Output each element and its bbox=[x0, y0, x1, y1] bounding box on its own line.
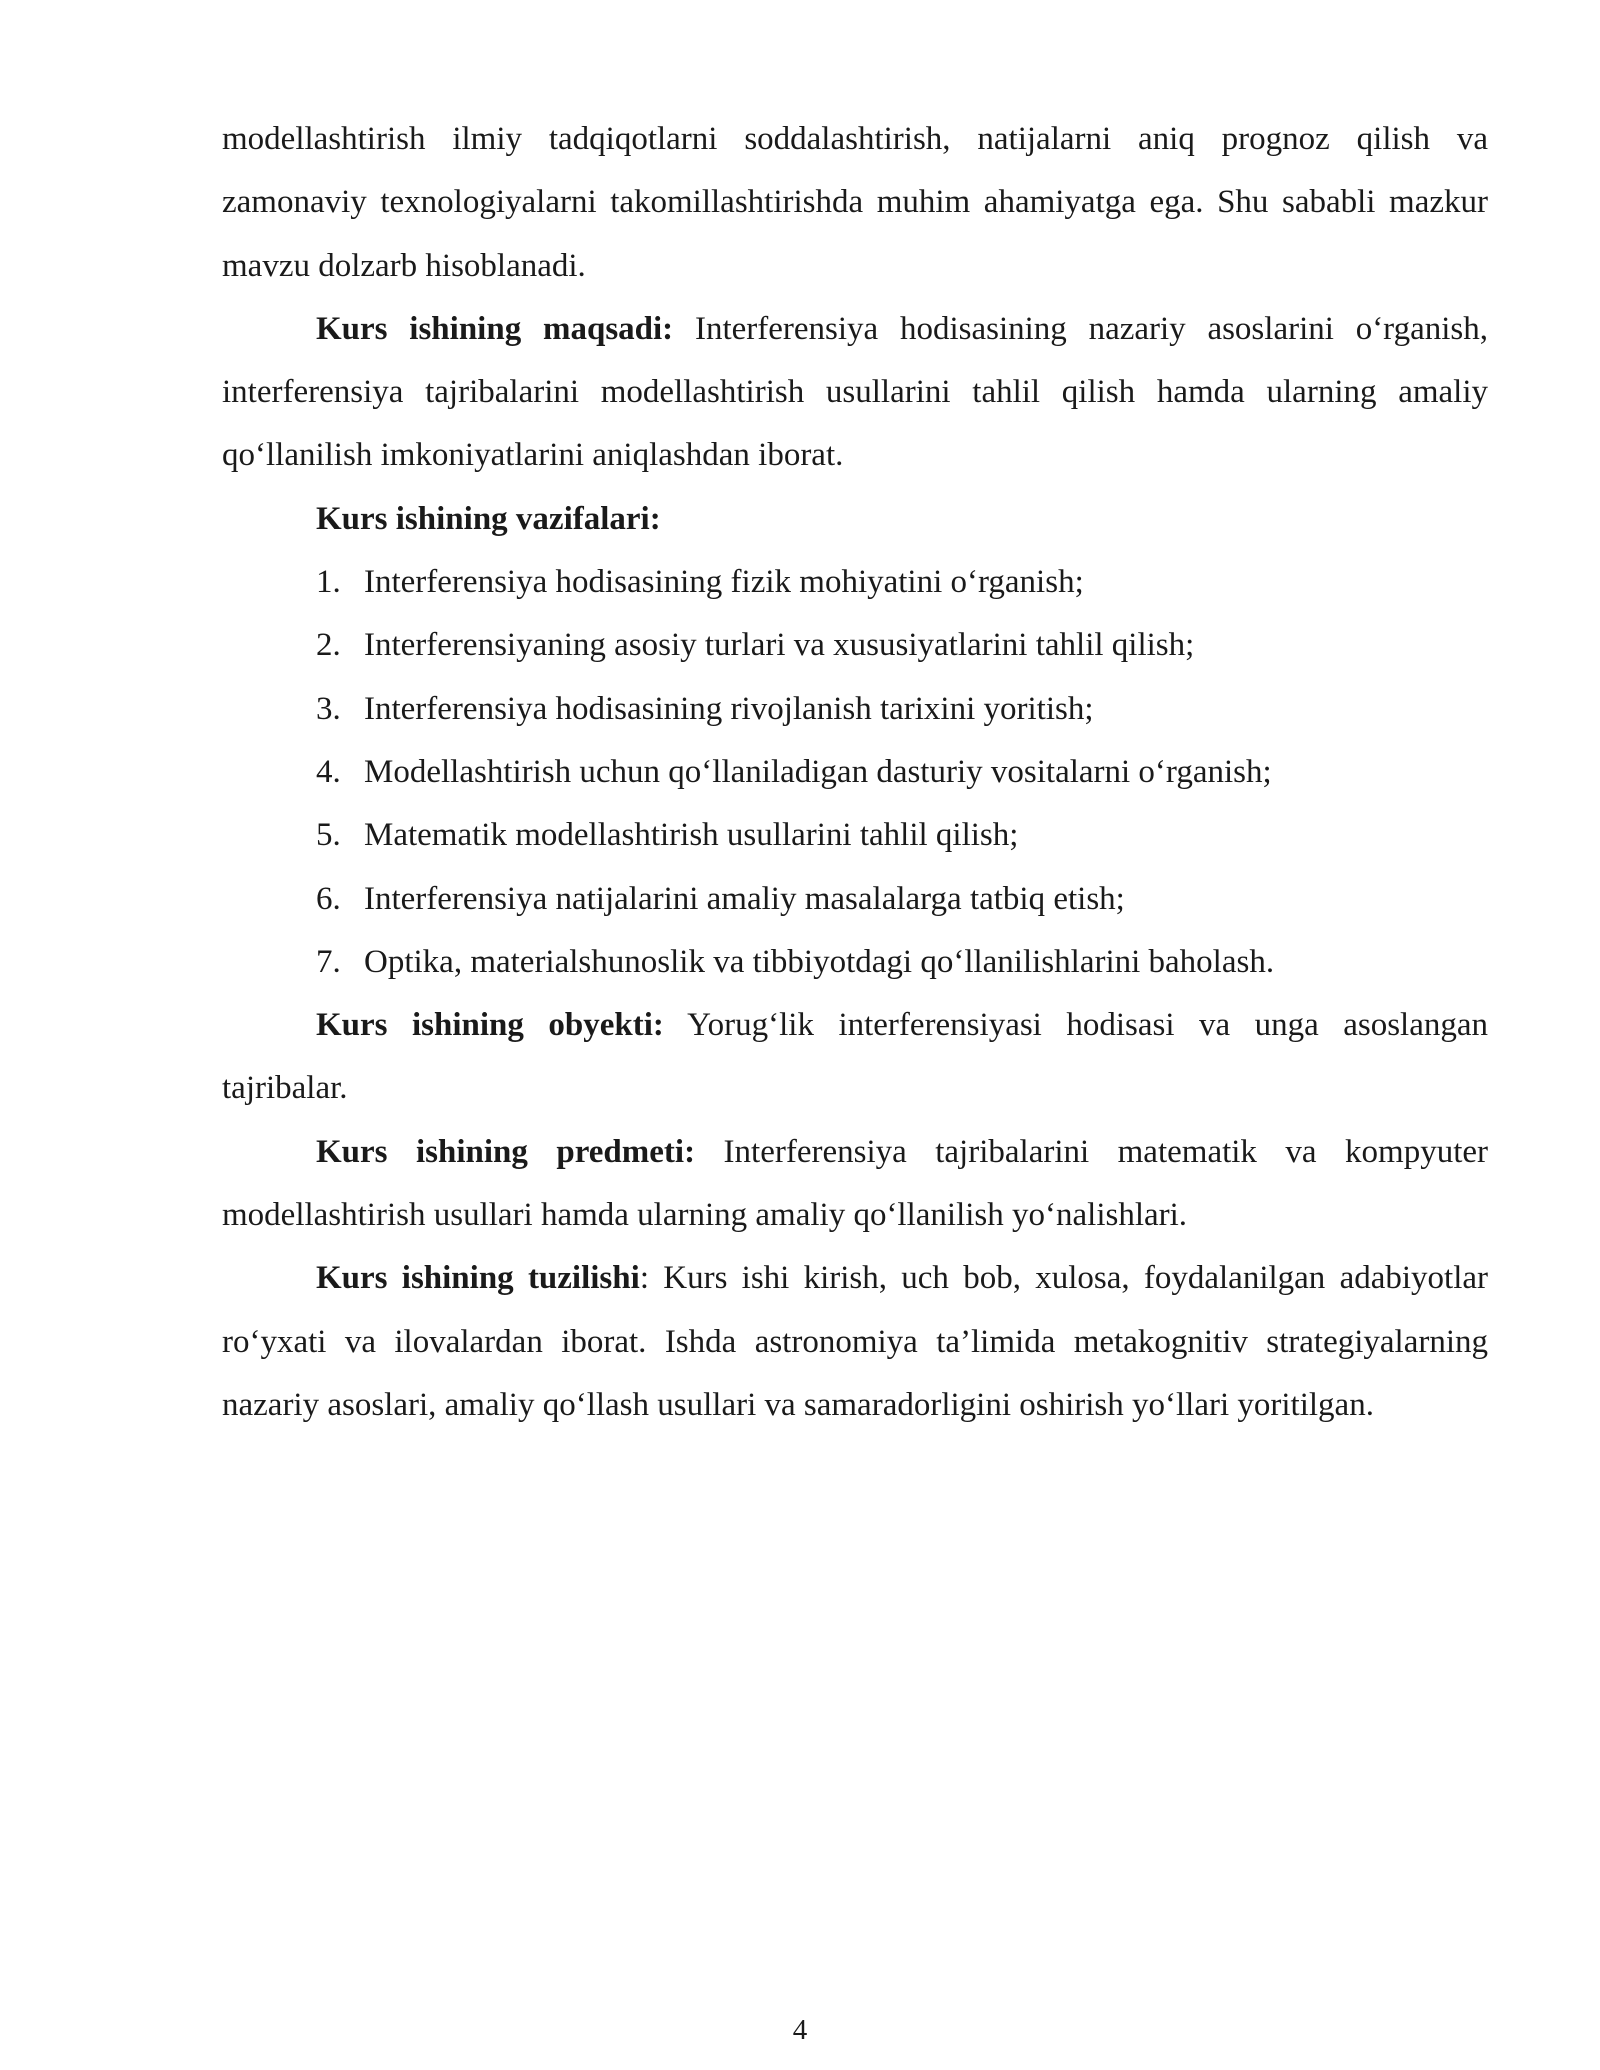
list-item-number: 1. bbox=[316, 564, 341, 601]
list-item bbox=[222, 551, 1488, 614]
object-label: Kurs ishining obyekti: bbox=[316, 1007, 664, 1044]
list-item-text: Interferensiyaning asosiy turlari va xususiyatlarini tahlil qilish; bbox=[364, 627, 1195, 664]
goal-label: Kurs ishining maqsadi: bbox=[316, 310, 674, 347]
list-item-number: 3. bbox=[316, 690, 341, 727]
goal-paragraph bbox=[222, 298, 1488, 488]
structure-paragraph bbox=[222, 1247, 1488, 1437]
structure-label: Kurs ishining tuzilishi bbox=[316, 1260, 640, 1297]
list-item-text: Optika, materialshunoslik va tibbiyotdagi qo‘llanilishlarini baholash. bbox=[364, 943, 1275, 980]
tasks-list bbox=[222, 551, 1488, 994]
list-item-number: 6. bbox=[316, 880, 341, 917]
tasks-heading: Kurs ishining vazifalari: bbox=[316, 500, 661, 537]
list-item bbox=[222, 804, 1488, 867]
subject-label: Kurs ishining predmeti: bbox=[316, 1133, 696, 1170]
list-item-number: 7. bbox=[316, 943, 341, 980]
list-item-text: Matematik modellashtirish usullarini tahlil qilish; bbox=[364, 817, 1019, 854]
list-item bbox=[222, 868, 1488, 931]
list-item-number: 2. bbox=[316, 627, 341, 664]
list-item bbox=[222, 931, 1488, 994]
subject-paragraph bbox=[222, 1121, 1488, 1248]
list-item bbox=[222, 614, 1488, 677]
list-item-text: Interferensiya hodisasining fizik mohiyatini o‘rganish; bbox=[364, 564, 1084, 601]
structure-text: : Kurs ishi kirish, uch bob, xulosa, foydalanilgan adabiyotlar ro‘yxati va ilovalardan iborat. Ishda astronomiya ta’limida metakognitiv strategiyalarning nazariy asoslari, amaliy qo‘llash usullari va samaradorligini oshirish yo‘llari yoritilgan. bbox=[222, 1260, 1489, 1423]
subject-text: Interferensiya tajribalarini matematik va kompyuter modellashtirish usullari hamda ularning amaliy qo‘llanilish yo‘nalishlari. bbox=[222, 1133, 1488, 1234]
object-paragraph bbox=[222, 994, 1488, 1121]
list-item-text: Interferensiya natijalarini amaliy masalalarga tatbiq etish; bbox=[364, 880, 1125, 917]
document-page bbox=[222, 108, 1488, 1437]
list-item-text: Modellashtirish uchun qo‘llaniladigan dasturiy vositalarni o‘rganish; bbox=[364, 753, 1272, 790]
list-item-number: 4. bbox=[316, 753, 341, 790]
object-text: Yorug‘lik interferensiyasi hodisasi va unga asoslangan tajribalar. bbox=[222, 1007, 1489, 1107]
list-item bbox=[222, 678, 1488, 741]
list-item bbox=[222, 741, 1488, 804]
goal-text: Interferensiya hodisasining nazariy asoslarini o‘rganish, interferensiya tajribalarini modellashtirish usullarini tahlil qilish hamda ularning amaliy qo‘llanilish imkoniyatlarini aniqlashdan iborat. bbox=[222, 310, 1488, 474]
list-item-text: Interferensiya hodisasining rivojlanish tarixini yoritish; bbox=[364, 690, 1094, 727]
page-number: 4 bbox=[792, 2014, 808, 2046]
intro-paragraph: modellashtirish ilmiy tadqiqotlarni soddalashtirish, natijalarni aniq prognoz qilish va zamonaviy texnologiyalarni takomillashtirishda muhim ahamiyatga ega. Shu sababli mazkur mavzu dolzarb hisoblanadi. bbox=[222, 121, 1488, 284]
list-item-number: 5. bbox=[316, 817, 341, 854]
